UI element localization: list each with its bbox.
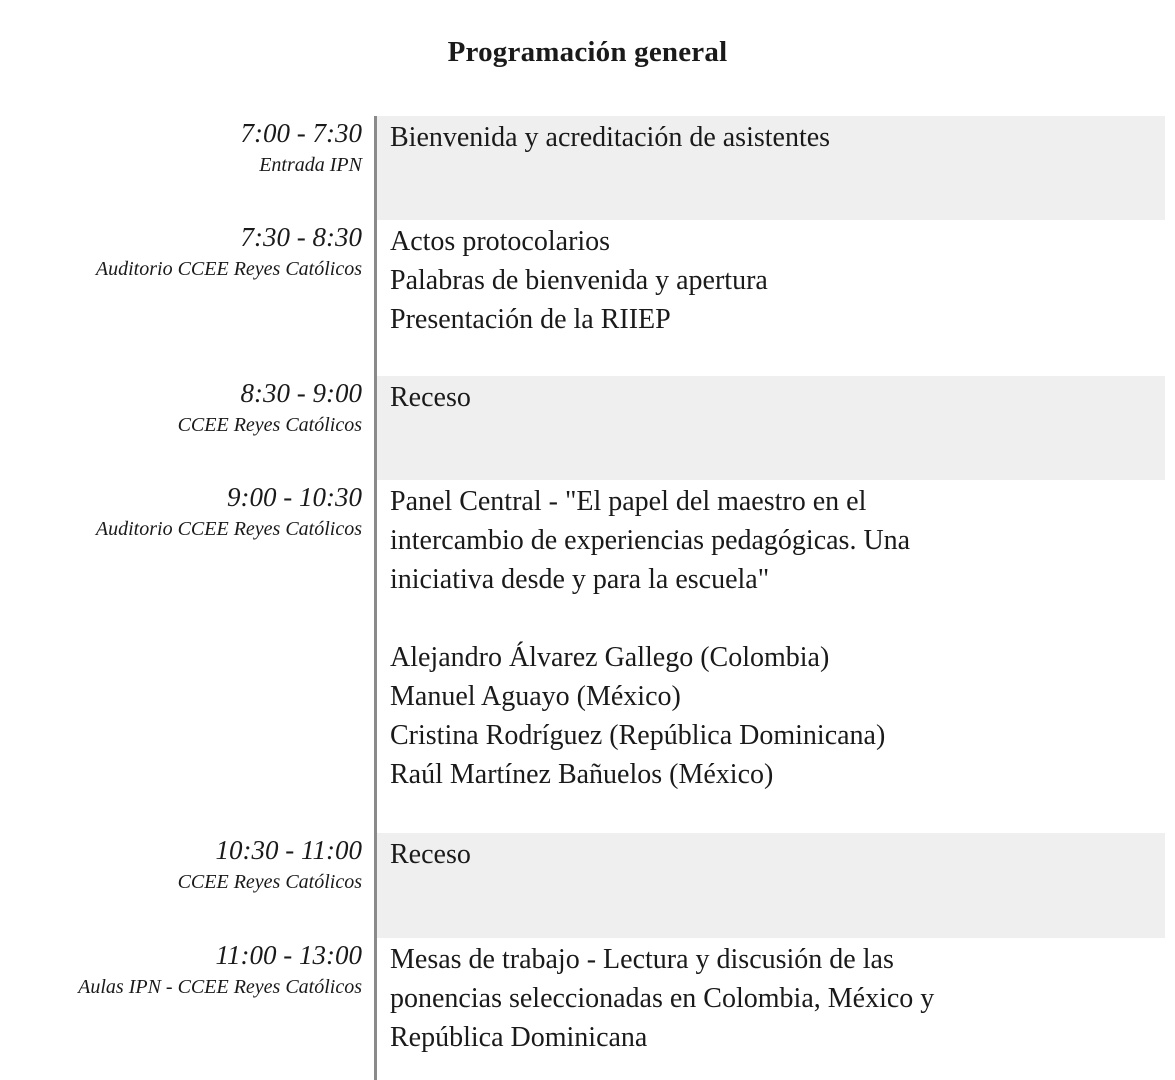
time-cell xyxy=(0,220,362,282)
schedule-row xyxy=(0,220,1165,376)
time-cell xyxy=(0,376,362,438)
session-line: Panel Central - "El papel del maestro en el xyxy=(390,486,867,517)
session-line: intercambio de experiencias pedagógicas. Una xyxy=(390,525,911,556)
schedule-row xyxy=(0,938,1165,1080)
schedule-row xyxy=(0,833,1165,938)
session-time: 10:30 - 11:00 xyxy=(215,835,362,865)
session-line: Actos protocolarios xyxy=(390,226,611,257)
schedule-row xyxy=(0,116,1165,220)
page-title: Programación general xyxy=(447,36,728,68)
panelist: Raúl Martínez Bañuelos (México) xyxy=(390,759,774,790)
session-line: Palabras de bienvenida y apertura xyxy=(390,265,768,296)
schedule-row xyxy=(0,376,1165,480)
panelist: Alejandro Álvarez Gallego (Colombia) xyxy=(390,642,830,673)
session-line: Mesas de trabajo - Lectura y discusión de las xyxy=(390,944,894,975)
panelist: Cristina Rodríguez (República Dominicana) xyxy=(390,720,886,751)
session-place: Auditorio CCEE Reyes Católicos xyxy=(95,518,362,540)
session-place: Aulas IPN - CCEE Reyes Católicos xyxy=(78,976,362,998)
session-place: CCEE Reyes Católicos xyxy=(177,414,362,436)
session-time: 7:30 - 8:30 xyxy=(240,222,362,252)
session-place: Auditorio CCEE Reyes Católicos xyxy=(95,258,362,280)
session-content xyxy=(377,116,1165,220)
time-cell xyxy=(0,480,362,542)
session-time: 11:00 - 13:00 xyxy=(215,940,362,970)
schedule-row xyxy=(0,480,1165,833)
time-cell xyxy=(0,116,362,178)
session-line: Receso xyxy=(390,382,471,413)
session-content xyxy=(377,376,1165,480)
time-cell xyxy=(0,833,362,895)
session-line: iniciativa desde y para la escuela" xyxy=(390,564,770,595)
session-time: 9:00 - 10:30 xyxy=(227,482,362,512)
session-place: CCEE Reyes Católicos xyxy=(177,871,362,893)
session-content xyxy=(377,833,1165,938)
session-line: República Dominicana xyxy=(390,1022,648,1053)
session-time: 7:00 - 7:30 xyxy=(240,118,362,148)
session-place: Entrada IPN xyxy=(259,154,362,176)
session-content xyxy=(377,480,1165,833)
session-content xyxy=(377,938,1165,1080)
session-time: 8:30 - 9:00 xyxy=(240,378,362,408)
panelist: Manuel Aguayo (México) xyxy=(390,681,681,712)
session-line: Receso xyxy=(390,839,471,870)
session-content xyxy=(377,220,1165,376)
time-cell xyxy=(0,938,362,1000)
session-line: Bienvenida y acreditación de asistentes xyxy=(390,122,831,153)
session-line: Presentación de la RIIEP xyxy=(390,304,671,335)
spacer xyxy=(390,599,1157,638)
session-line: ponencias seleccionadas en Colombia, México y xyxy=(390,983,935,1014)
